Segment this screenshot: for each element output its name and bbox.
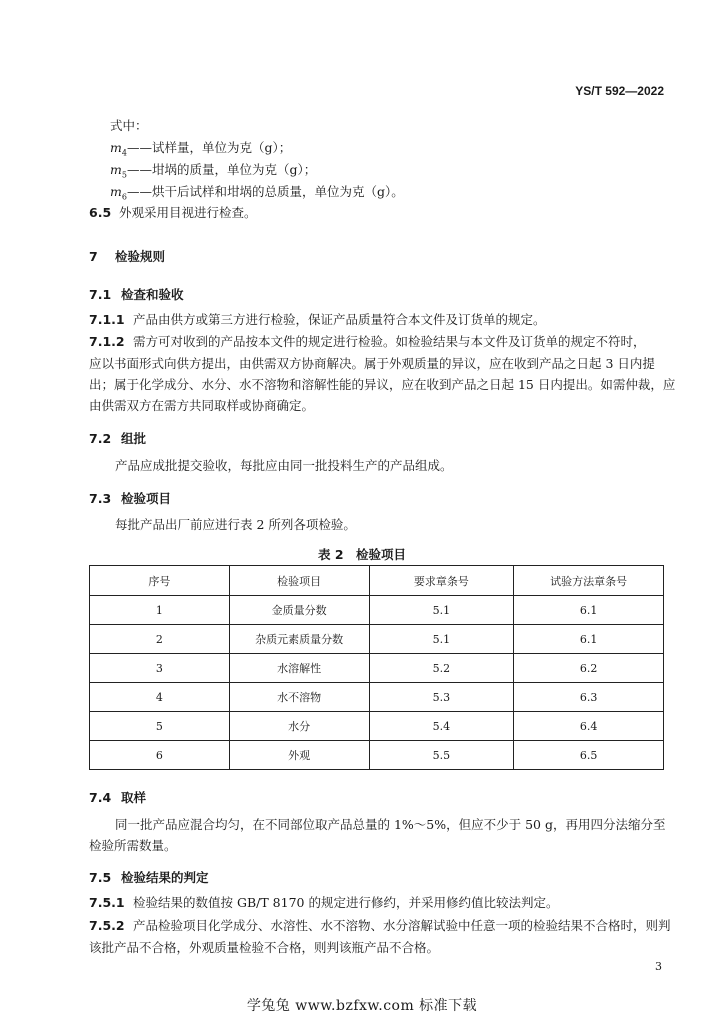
cell-seq: 5 [90,712,230,741]
section-7-4-line1: 同一批产品应混合均匀，在不同部位取产品总量的 1%～5%，但应不少于 50 g，再用四分法缩分至 [115,817,666,832]
table-header-row [90,566,664,596]
section-number: 7.5 [89,870,112,885]
table-row [90,712,664,741]
header-test-method-clause: 试验方法章条号 [514,566,664,596]
cell-item: 杂质元素质量分数 [229,625,369,654]
section-7-5-heading [89,868,209,886]
section-title: 检验规则 [115,249,166,264]
cell-requirement: 5.3 [369,683,514,712]
section-7-2-heading [89,429,146,447]
section-7-1-heading [89,285,184,303]
cell-requirement: 5.1 [369,625,514,654]
inspection-items-table [89,565,664,770]
symbol-subscript: 6 [121,192,127,202]
section-title: 检查和验收 [121,287,184,302]
table-row [90,683,664,712]
definition-m5 [110,162,316,184]
table-row [90,625,664,654]
section-number: 7.2 [89,431,112,446]
clause-7-5-1 [89,895,558,911]
standard-number: YS/T 592—2022 [575,84,664,98]
clause-number: 7.1.2 [89,334,125,349]
symbol: m [110,140,122,155]
cell-method: 6.4 [514,712,664,741]
cell-item: 金质量分数 [229,596,369,625]
section-number: 7.4 [89,790,112,805]
header-item: 检验项目 [229,566,369,596]
clause-7-5-2-line1 [89,918,671,934]
cell-method: 6.1 [514,625,664,654]
section-title: 检验结果的判定 [121,870,209,885]
cell-method: 6.1 [514,596,664,625]
section-number: 7.3 [89,491,112,506]
cell-requirement: 5.1 [369,596,514,625]
clause-6-5 [89,205,257,221]
symbol-subscript: 5 [121,170,127,180]
clause-7-1-2-line2: 应以书面形式向供方提出，由供需双方协商解决。属于外观质量的异议，应在收到产品之日起 3 日内提 [89,356,655,371]
cell-method: 6.3 [514,683,664,712]
definition-text: ——烘干后试样和坩埚的总质量，单位为克（g）。 [126,184,404,199]
section-7-heading [89,247,165,265]
clause-7-1-2-line4: 由供需双方在需方共同取样或协商确定。 [89,398,315,413]
section-number: 7 [89,249,98,264]
section-7-4-heading [89,788,146,806]
clause-7-1-2-line1 [89,334,646,350]
cell-seq: 1 [90,596,230,625]
clause-text: 检验结果的数值按 GB/T 8170 的规定进行修约，并采用修约值比较法判定。 [133,895,559,910]
section-title: 取样 [121,790,147,805]
section-7-4-line2: 检验所需数量。 [89,838,177,853]
table-row [90,596,664,625]
footer-watermark: 学兔兔 www.bzfxw.com 标准下载 [246,998,478,1014]
header-seq: 序号 [90,566,230,596]
cell-method: 6.5 [514,741,664,770]
cell-method: 6.2 [514,654,664,683]
clause-number: 7.5.2 [89,918,125,933]
definition-m4 [110,140,291,162]
cell-item: 水溶解性 [229,654,369,683]
section-title: 检验项目 [121,491,172,506]
clause-number: 7.1.1 [89,312,125,327]
section-number: 7.1 [89,287,112,302]
clause-number: 6.5 [89,205,112,220]
table-row [90,654,664,683]
definition-m6 [110,184,404,206]
header-requirement-clause: 要求章条号 [369,566,514,596]
section-7-2-text: 产品应成批提交验收，每批应由同一批投料生产的产品组成。 [115,458,453,473]
cell-item: 外观 [229,741,369,770]
cell-requirement: 5.2 [369,654,514,683]
symbol-subscript: 4 [121,148,127,158]
section-7-3-text: 每批产品出厂前应进行表 2 所列各项检验。 [115,517,356,532]
clause-7-5-2-line2: 该批产品不合格，外观质量检验不合格，则判该瓶产品不合格。 [89,940,440,955]
clause-text: 产品由供方或第三方进行检验，保证产品质量符合本文件及订货单的规定。 [133,312,546,327]
section-7-3-heading [89,489,171,507]
clause-7-1-2-line3: 出；属于化学成分、水分、水不溶物和溶解性能的异议，应在收到产品之日起 15 日内提出。如需仲裁，应 [89,377,676,392]
cell-seq: 3 [90,654,230,683]
table-caption: 表 2 检验项目 [317,547,407,562]
symbol: m [110,184,122,199]
definition-text: ——坩埚的质量，单位为克（g）； [126,162,317,177]
clause-text: 外观采用目视进行检查。 [119,205,257,220]
definition-text: ——试样量，单位为克（g）； [126,140,292,155]
clause-number: 7.5.1 [89,895,125,910]
cell-seq: 4 [90,683,230,712]
cell-seq: 6 [90,741,230,770]
cell-requirement: 5.5 [369,741,514,770]
clause-7-1-1 [89,312,546,328]
cell-requirement: 5.4 [369,712,514,741]
cell-item: 水不溶物 [229,683,369,712]
symbol: m [110,162,122,177]
clause-text: 需方可对收到的产品按本文件的规定进行检验。如检验结果与本文件及订货单的规定不符时， [133,334,646,349]
cell-seq: 2 [90,625,230,654]
cell-item: 水分 [229,712,369,741]
page-number: 3 [655,960,662,973]
table-row [90,741,664,770]
formula-intro: 式中： [110,118,148,133]
clause-text: 产品检验项目化学成分、水溶性、水不溶物、水分溶解试验中任意一项的检验结果不合格时，则判 [133,918,671,933]
section-title: 组批 [121,431,147,446]
